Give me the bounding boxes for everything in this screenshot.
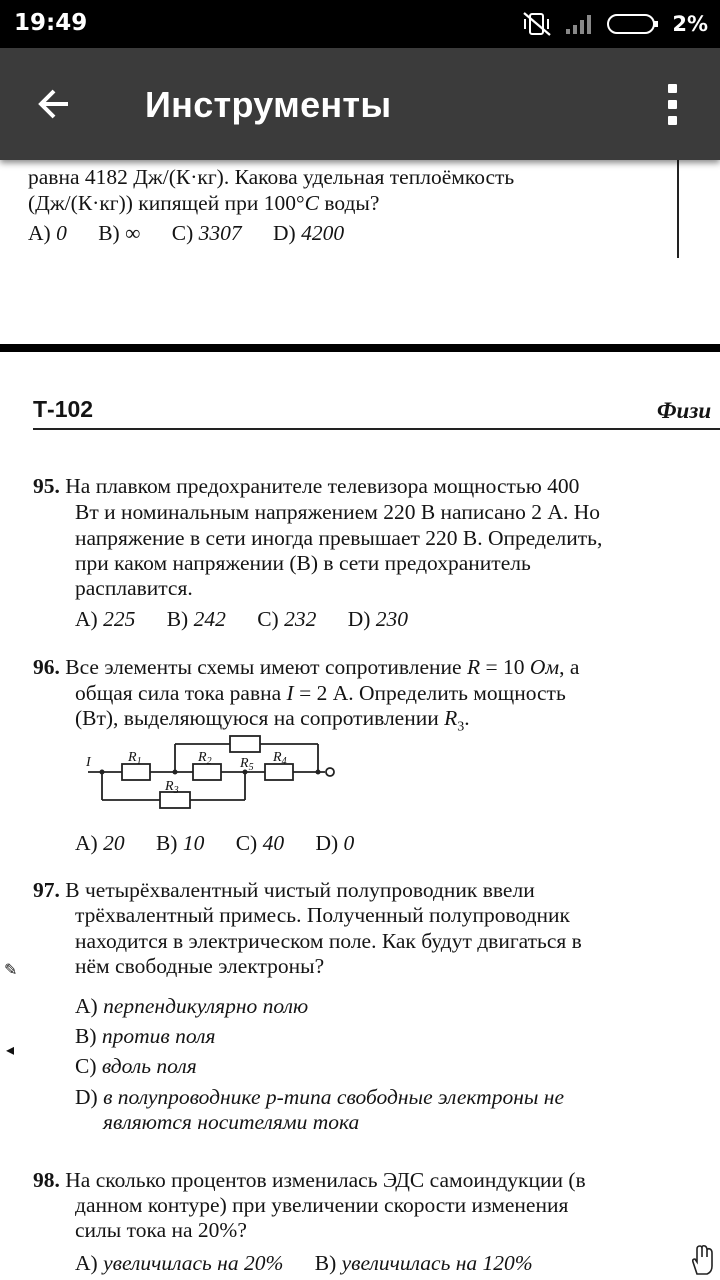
subscript: 5: [248, 762, 254, 773]
answer-value: увеличилась на 120%: [341, 1251, 533, 1275]
answer-value: 232: [284, 607, 317, 631]
answer-value: 3307: [198, 221, 242, 245]
app-bar: [0, 48, 720, 160]
question-text: .: [464, 706, 470, 730]
circuit-diagram: [80, 732, 350, 814]
answer-value: перпендикулярно полю: [103, 994, 309, 1018]
variable: I: [286, 681, 294, 705]
question-97-answer: [75, 993, 308, 1019]
answer-value: 225: [103, 607, 136, 631]
battery-percent: 2%: [672, 12, 708, 36]
question-95-line: при каком напряжении (В) в сети предохранитель: [75, 551, 531, 575]
muted-vibrate-icon: [522, 11, 552, 37]
question-95-line: расплавится.: [75, 576, 193, 600]
variable: R: [444, 706, 458, 730]
answer-value: 0: [343, 831, 355, 855]
question-text: На плавком предохранителе телевизора мощностью 400: [65, 474, 580, 498]
text: (Дж/(К·кг)) кипящей при 100°: [28, 191, 305, 215]
circuit-label-r3: [164, 779, 179, 796]
answer-value: 0: [56, 221, 67, 245]
answer-label: D): [347, 607, 371, 631]
answer-label: C): [171, 221, 194, 245]
question-96-answers: [75, 830, 380, 856]
answer-value: в полупроводнике p-типа свободные электроны не: [103, 1085, 565, 1109]
question-97-answer: [75, 1084, 564, 1110]
status-time: 19:49: [14, 10, 88, 36]
label: R: [198, 750, 207, 765]
answer-label: A): [28, 221, 51, 245]
subscript: 2: [206, 756, 212, 767]
question-97-answer-continued: являются носителями тока: [103, 1110, 360, 1134]
answer-value: 40: [262, 831, 285, 855]
prev-question-line: [28, 190, 379, 216]
answer-value: 242: [193, 607, 226, 631]
prev-question-answers: [28, 220, 370, 246]
question-95-line: Вт и номинальным напряжением 220 В написано 2 А. Но: [75, 500, 600, 524]
question-95-line: [33, 473, 579, 499]
answer-label: B): [155, 831, 178, 855]
answer-label: C): [257, 607, 279, 631]
answer-label: A): [75, 831, 98, 855]
question-98-line: данном контуре) при увеличении скорости изменения: [75, 1193, 569, 1217]
subscript: 1: [136, 756, 142, 767]
question-97-line: [33, 877, 535, 903]
circuit-label-r5: [239, 756, 254, 773]
status-bar: [0, 0, 720, 48]
page-margin-line: [677, 160, 679, 258]
question-number: 97.: [33, 878, 60, 902]
status-icons: [522, 9, 708, 39]
question-98-answers: [75, 1250, 559, 1276]
circuit-label-current: I: [86, 755, 91, 770]
variable: C: [304, 191, 319, 215]
label: R: [128, 750, 137, 765]
header-rule: [33, 428, 720, 430]
question-97-line: нём свободные электроны?: [75, 954, 325, 978]
label: R: [273, 750, 282, 765]
more-vert-dot-icon: [668, 116, 677, 125]
circuit-label-r1: [127, 750, 142, 767]
question-98-line: [33, 1167, 586, 1193]
answer-label: D): [315, 831, 339, 855]
subscript: 3: [457, 719, 465, 735]
answer-label: B): [314, 1251, 337, 1275]
answer-value: 10: [182, 831, 205, 855]
question-95-line: напряжение в сети иногда превышает 220 В. Определить,: [75, 526, 603, 550]
hand-cursor-icon: [688, 1244, 718, 1276]
question-97-answer: [75, 1023, 215, 1049]
answer-label: A): [75, 1251, 98, 1275]
answer-label: C): [75, 1054, 97, 1078]
question-number: 96.: [33, 655, 60, 679]
answer-value: вдоль поля: [101, 1054, 197, 1078]
question-97-answer: [75, 1053, 197, 1079]
question-text: , а: [559, 655, 580, 679]
question-text: На сколько процентов изменилась ЭДС самоиндукции (в: [65, 1168, 586, 1192]
battery-icon: [606, 12, 660, 36]
question-text: Все элементы схемы имеют сопротивление: [65, 655, 467, 679]
answer-label: B): [166, 607, 189, 631]
question-97-line: трёхвалентный примесь. Полученный полупроводник: [75, 903, 571, 927]
question-text: общая сила тока равна: [75, 681, 287, 705]
answer-value: увеличилась на 20%: [103, 1251, 284, 1275]
margin-mark-icon: ◂: [6, 1042, 15, 1059]
question-98-line: силы тока на 20%?: [75, 1218, 247, 1242]
more-vert-dot-icon: [668, 100, 677, 109]
page-subject: Физи: [657, 398, 712, 423]
text: воды?: [318, 191, 380, 215]
back-button[interactable]: [26, 76, 82, 132]
answer-value: 230: [375, 607, 408, 631]
question-text: В четырёхвалентный чистый полупроводник ввели: [65, 878, 535, 902]
answer-value: 4200: [301, 221, 345, 245]
app-title: Инструменты: [145, 84, 392, 125]
circuit-label-r4: [272, 750, 287, 767]
more-vert-dot-icon: [668, 84, 677, 93]
unit: Ом: [529, 655, 560, 679]
subscript: 3: [173, 785, 179, 796]
circuit-label-r2: [197, 750, 212, 767]
question-95-answers: [75, 606, 434, 632]
arrow-left-icon: [36, 86, 72, 122]
question-text: = 10: [480, 655, 530, 679]
question-number: 95.: [33, 474, 60, 498]
answer-label: B): [75, 1024, 97, 1048]
margin-mark-icon: ✎: [4, 962, 18, 979]
answer-value: ∞: [125, 221, 141, 245]
answer-label: C): [235, 831, 258, 855]
question-number: 98.: [33, 1168, 60, 1192]
question-text: (Вт), выделяющуюся на сопротивлении: [75, 706, 445, 730]
question-96-line: [75, 680, 566, 706]
question-96-line: [33, 654, 579, 680]
answer-label: B): [98, 221, 120, 245]
page-divider: [0, 344, 720, 352]
answer-value: 20: [103, 831, 125, 855]
variable: R: [466, 655, 481, 679]
answer-label: D): [75, 1085, 98, 1109]
page-code: Т-102: [33, 396, 94, 422]
label: R: [165, 779, 174, 794]
label: R: [240, 756, 249, 771]
question-97-line: находится в электрическом поле. Как будут двигаться в: [75, 929, 582, 953]
answer-label: A): [75, 607, 98, 631]
signal-icon: [564, 12, 594, 36]
subscript: 4: [281, 756, 287, 767]
prev-question-line: равна 4182 Дж/(К·кг). Какова удельная теплоёмкость: [28, 165, 515, 189]
answer-value: против поля: [101, 1024, 216, 1048]
more-options-button[interactable]: [650, 76, 694, 132]
question-text: = 2 А. Определить мощность: [293, 681, 566, 705]
answer-label: A): [75, 994, 98, 1018]
answer-label: D): [273, 221, 296, 245]
document-view[interactable]: [0, 160, 720, 1280]
